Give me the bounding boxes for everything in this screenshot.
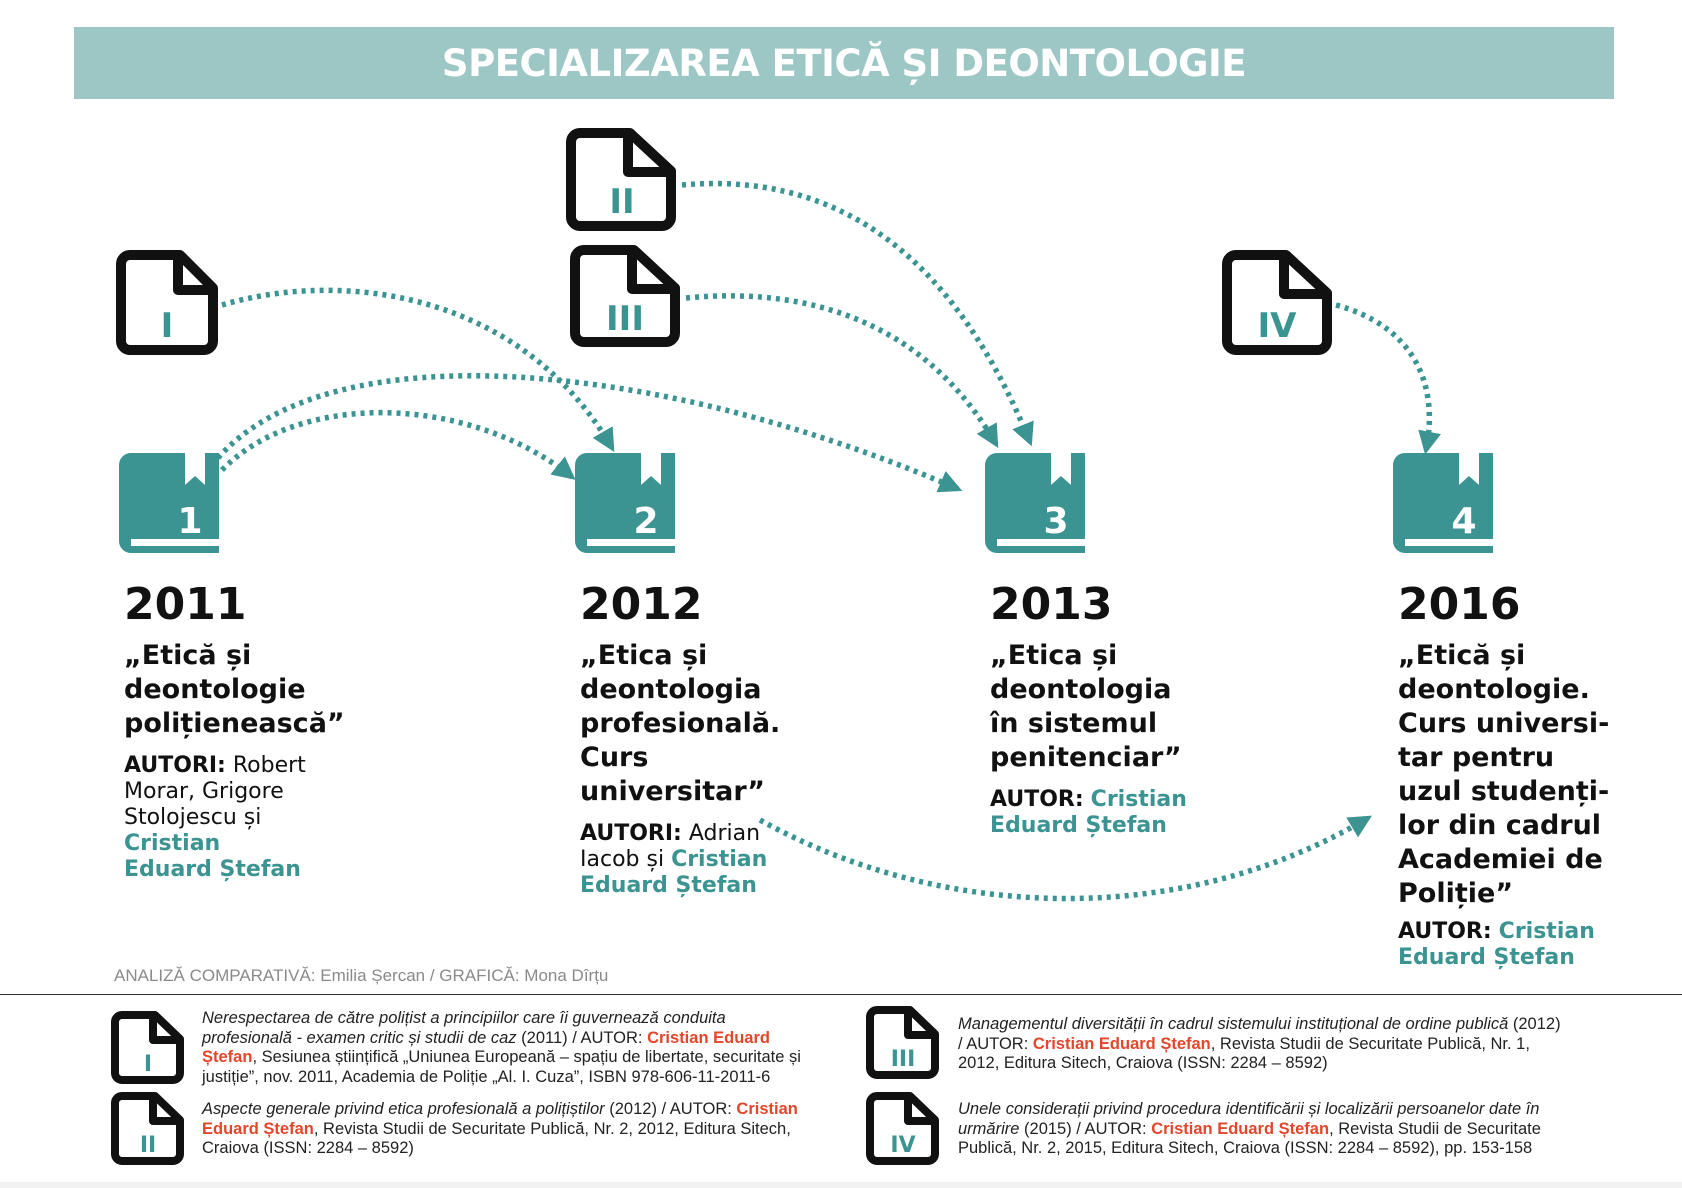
reference-iv bbox=[958, 1100, 1568, 1159]
bottom-strip bbox=[0, 1182, 1682, 1188]
timeline-column-2016 bbox=[1398, 575, 1682, 971]
reference-title: Aspecte generale privind etica profesională a polițiștilor bbox=[202, 1100, 605, 1118]
document-icon-iv-label: IV bbox=[1257, 306, 1297, 346]
credit-line: ANALIZĂ COMPARATIVĂ: Emilia Șercan / GRAFICĂ: Mona Dîrțu bbox=[114, 966, 609, 985]
authors-names bbox=[1084, 787, 1091, 812]
book-icon-4 bbox=[1393, 453, 1493, 553]
year-label: 2016 bbox=[1398, 579, 1521, 630]
reference-details: , Revista Studii de Securitate Publică, Nr. 2, 2015, Editura Sitech, Craiova (ISSN: 2284 – 8592), pp. 153-158 bbox=[958, 1119, 1541, 1157]
reference-author: Cristian Eduard Ștefan bbox=[202, 1100, 798, 1138]
year-label: 2012 bbox=[580, 579, 703, 630]
reference-iii bbox=[958, 1015, 1568, 1074]
book-icon-1 bbox=[119, 453, 219, 553]
book-authors bbox=[124, 753, 314, 883]
book-icon-3 bbox=[985, 453, 1085, 553]
reference-title: Managementul diversității în cadrul sistemului instituțional de ordine publică bbox=[958, 1015, 1509, 1033]
authors-label: AUTOR: bbox=[1398, 919, 1492, 944]
reference-ii bbox=[202, 1100, 812, 1159]
reference-title: Nerespectarea de către polițist a principiilor care îi guvernează conduita profesională - examen critic și studii de caz bbox=[202, 1009, 726, 1047]
reference-icon-i-label: I bbox=[143, 1052, 153, 1077]
authors-names: Robert Morar, Grigore Stolojescu și bbox=[124, 753, 306, 830]
authors-label: AUTORI: bbox=[580, 821, 682, 846]
document-icon-ii bbox=[571, 133, 671, 226]
book-title: „Etică și deontologie polițienească” bbox=[124, 640, 345, 739]
reference-year-author: (2011) / AUTOR: bbox=[516, 1028, 648, 1047]
year-label: 2013 bbox=[990, 579, 1113, 630]
connector-doc-i-to-book-2 bbox=[222, 290, 612, 448]
reference-icon-ii-label: II bbox=[139, 1133, 157, 1158]
book-icon-4-number: 4 bbox=[1451, 501, 1477, 542]
document-icon-iii-label: III bbox=[606, 299, 644, 339]
book-authors bbox=[990, 787, 1190, 839]
year-label: 2011 bbox=[124, 579, 247, 630]
document-icon-i-label: I bbox=[160, 306, 174, 346]
reference-icon-i bbox=[115, 1015, 180, 1080]
book-icon-3-number: 3 bbox=[1043, 501, 1069, 542]
reference-year-author: (2012) / AUTOR: bbox=[604, 1100, 737, 1118]
timeline-column-2012 bbox=[580, 575, 870, 899]
authors-highlight: Cristian Eduard Ștefan bbox=[1398, 919, 1595, 970]
document-icon-i bbox=[121, 255, 213, 350]
authors-names: Adrian Iacob și bbox=[580, 821, 761, 872]
authors-highlight: Cristian Eduard Ștefan bbox=[580, 847, 768, 898]
document-icon-ii-label: II bbox=[609, 182, 635, 222]
divider bbox=[0, 994, 1682, 995]
reference-details: , Sesiunea științifică „Uniunea Europeană – spațiu de libertate, securitate și justiție”, nov. 2011, Academia de Poliție „Al. I. Cuza”, ISBN 978-606-11-2011-6 bbox=[202, 1048, 801, 1086]
reference-icon-iii bbox=[870, 1010, 935, 1075]
reference-i bbox=[202, 1009, 812, 1087]
reference-author: Cristian Eduard Ștefan bbox=[202, 1028, 770, 1066]
book-authors bbox=[1398, 919, 1603, 971]
reference-details: , Revista Studii de Securitate Publică, Nr. 2, 2012, Editura Sitech, Craiova (ISSN: 2284 – 8592) bbox=[202, 1119, 791, 1157]
authors-highlight: Cristian Eduard Ștefan bbox=[990, 787, 1187, 838]
timeline-column-2011 bbox=[124, 575, 414, 883]
connector-doc-ii-to-book-3 bbox=[682, 184, 1030, 442]
book-authors bbox=[580, 821, 775, 899]
reference-title: Unele considerații privind procedura identificării și localizării persoanelor date în urmărire bbox=[958, 1100, 1540, 1138]
reference-year-author: (2012) / AUTOR: bbox=[958, 1015, 1561, 1053]
book-icon-2 bbox=[575, 453, 675, 553]
timeline-column-2013 bbox=[990, 575, 1280, 839]
connector-doc-iii-to-book-3 bbox=[686, 296, 996, 444]
authors-label: AUTORI: bbox=[124, 753, 226, 778]
reference-author: Cristian Eduard Ștefan bbox=[1151, 1119, 1330, 1138]
reference-icon-iv bbox=[870, 1096, 935, 1161]
authors-highlight: Cristian Eduard Ștefan bbox=[124, 831, 301, 882]
reference-details: , Revista Studii de Securitate Publică, Nr. 1, 2012, Editura Sitech, Craiova (ISSN: 2284 – 8592) bbox=[958, 1034, 1530, 1072]
reference-year-author: (2015) / AUTOR: bbox=[1019, 1119, 1152, 1138]
reference-author: Cristian Eduard Ștefan bbox=[1032, 1034, 1211, 1053]
book-title: „Etica și deontologia în sistemul penitenciar” bbox=[990, 640, 1182, 773]
reference-icon-ii bbox=[115, 1096, 180, 1161]
document-icon-iv bbox=[1227, 255, 1327, 350]
connector-doc-iv-to-book-4 bbox=[1336, 305, 1429, 450]
authors-label: AUTOR: bbox=[990, 787, 1084, 812]
book-icon-1-number: 1 bbox=[177, 501, 203, 542]
document-icon-iii bbox=[575, 250, 675, 342]
reference-icon-iv-label: IV bbox=[890, 1133, 916, 1158]
book-title: „Etica și deontologia profesională. Curs universitar” bbox=[580, 640, 781, 807]
reference-icon-iii-label: III bbox=[890, 1047, 916, 1072]
connector-book-1-to-book-2 bbox=[222, 413, 572, 477]
authors-names bbox=[1492, 919, 1499, 944]
book-icon-2-number: 2 bbox=[633, 501, 659, 542]
book-title: „Etică și deontologie. Curs universi-tar pentru uzul studenți-lor din cadrul Academiei de Poliție” bbox=[1398, 640, 1610, 909]
page-title: SPECIALIZAREA ETICĂ ȘI DEONTOLOGIE bbox=[441, 41, 1247, 85]
